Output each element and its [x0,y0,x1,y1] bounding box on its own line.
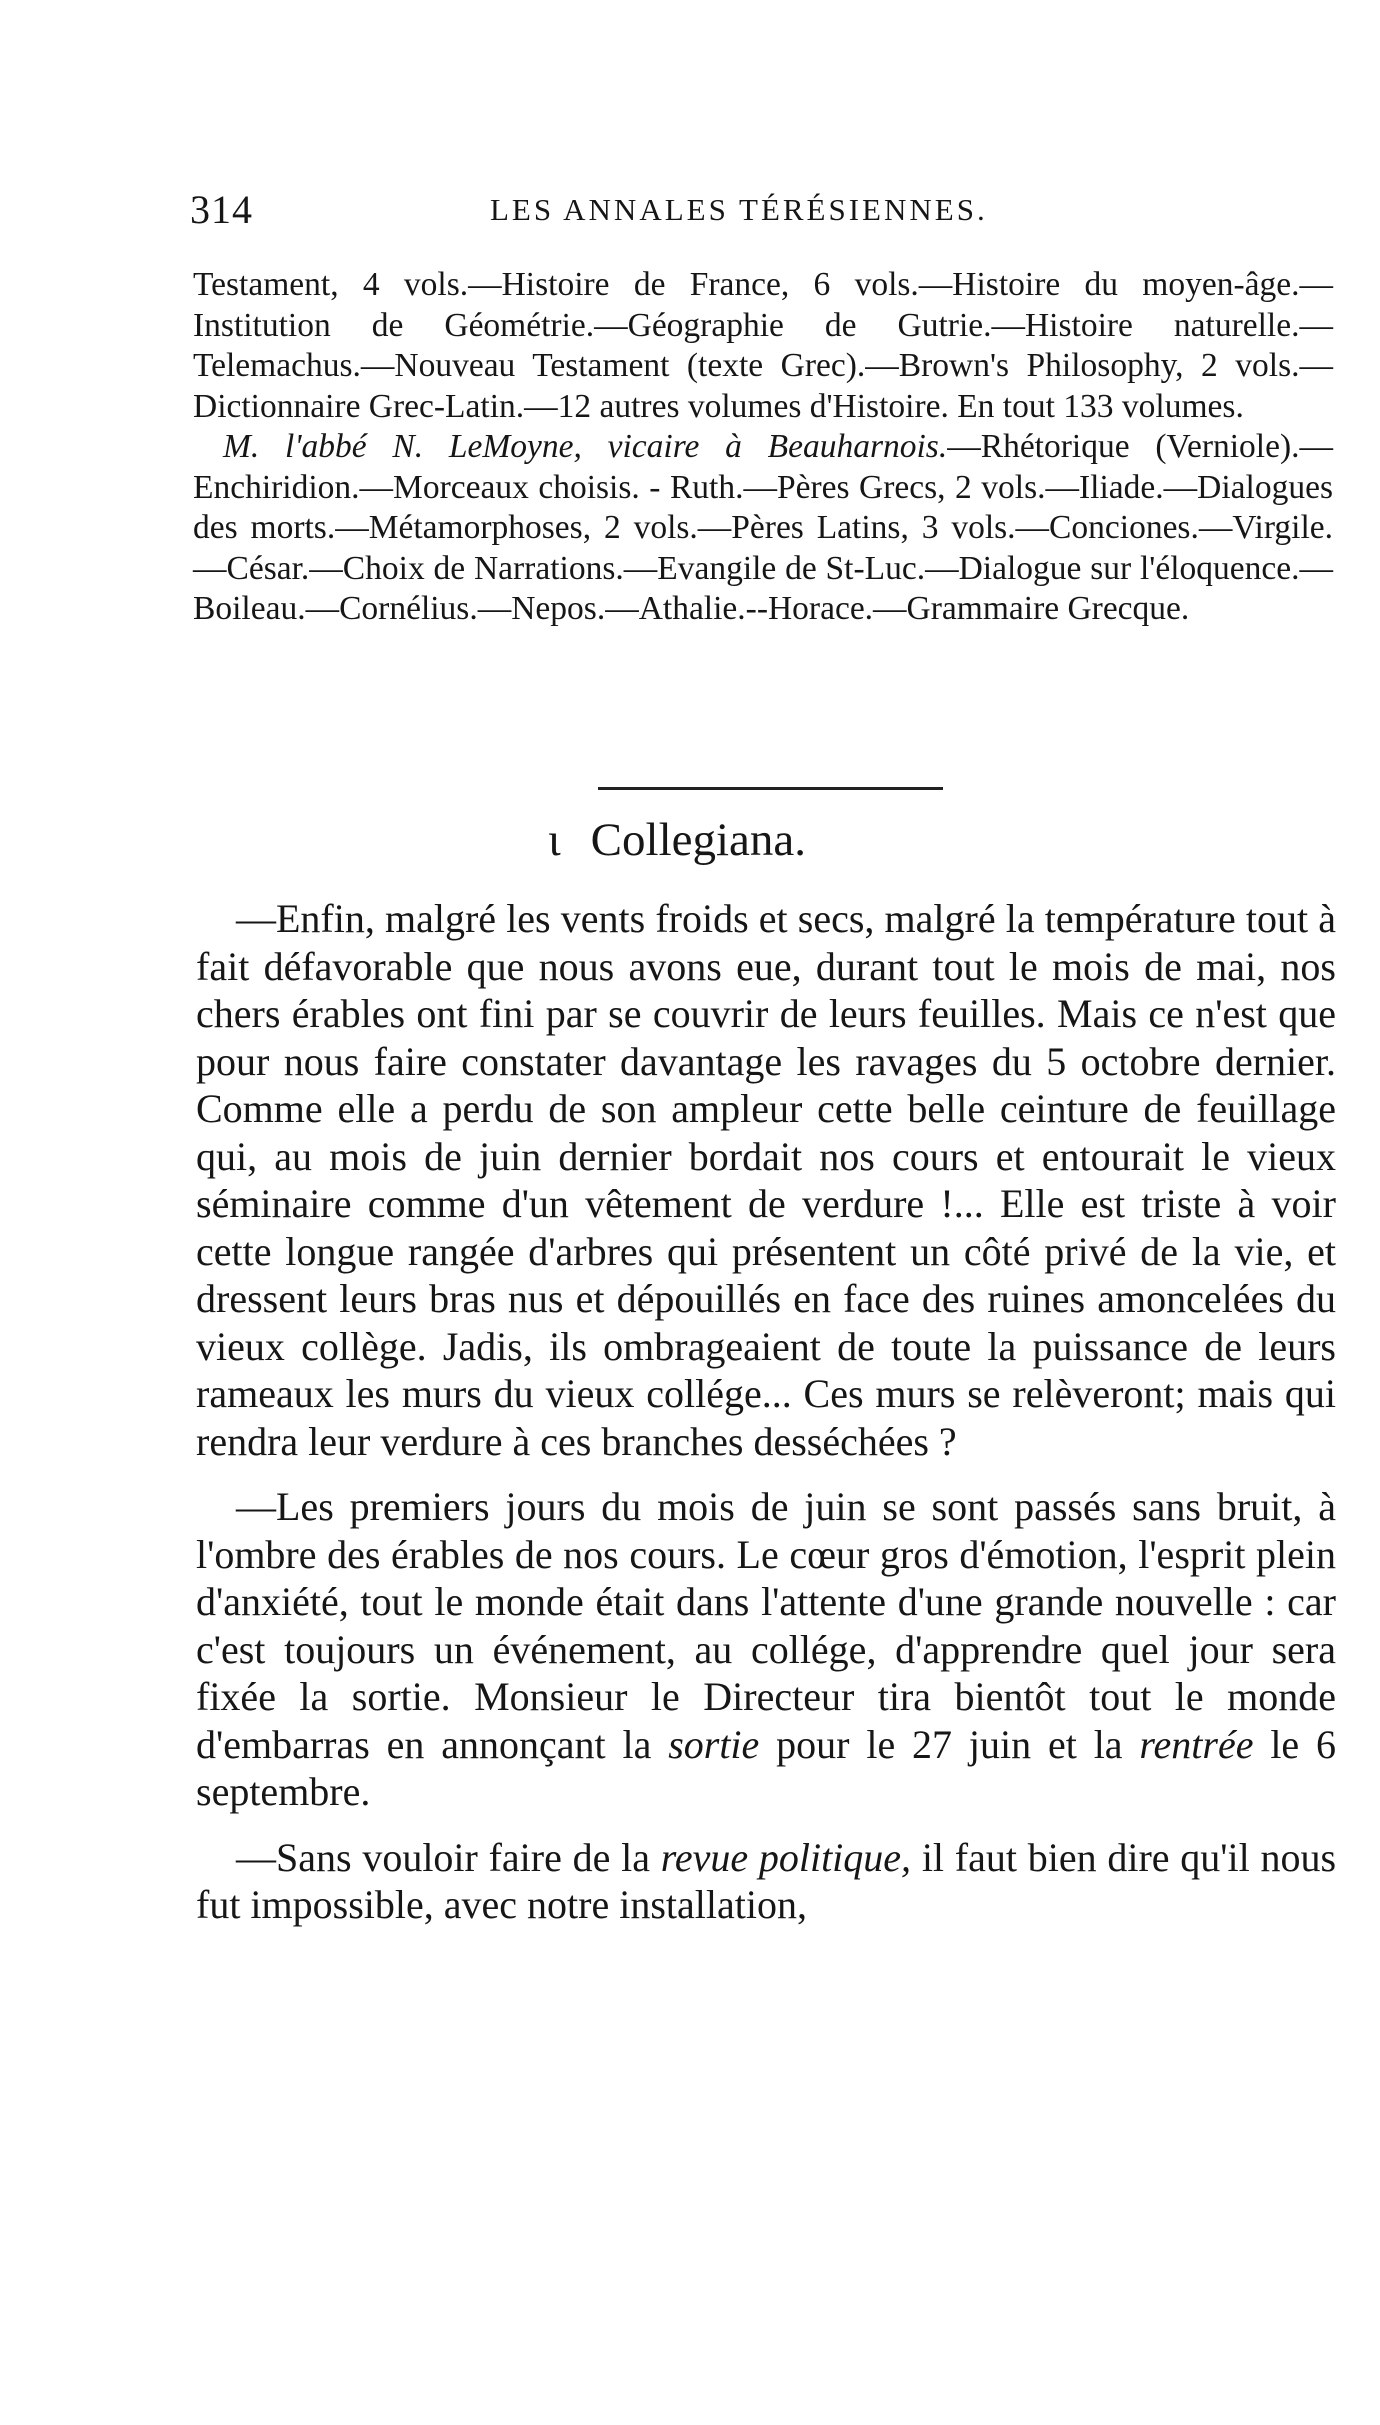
book-list-entry [193,265,1333,427]
paragraph [196,1483,1336,1816]
paragraph-text: —Sans vouloir faire de la [236,1834,650,1880]
article-body [196,895,1336,1929]
book-donation-list [193,265,1333,630]
page-number: 314 [190,187,253,232]
paragraph-text: il faut bien dire qu'il nous fut impossible, avec notre installation, [196,1834,1337,1927]
paragraph [196,895,1336,1465]
book-list-entry [193,427,1333,630]
emphasis-text: revue politique, [660,1834,912,1880]
section-heading [548,805,1048,875]
donor-name: M. l'abbé N. LeMoyne, vicaire à Beauharnois. [223,428,948,465]
running-title: LES ANNALES TÉRÉSIENNES. [490,192,988,227]
book-list-text: Testament, 4 vols.—Histoire de France, 6 vols.—Histoire du moyen-âge.—Institution de Géométrie.—Géographie de Gutrie.—Histoire naturelle.—Telemachus.—Nouveau Testament (texte Grec).—Brown's Philosophy, 2 vols.—Dictionnaire Grec-Latin.—12 autres volumes d'Histoire. En tout 133 volumes. [193,266,1333,425]
section-mark: ι [548,814,561,866]
section-title: Collegiana. [590,814,807,866]
paragraph [196,1834,1336,1929]
paragraph-text: pour le 27 juin et la [776,1721,1123,1767]
emphasis-text: sortie [668,1721,760,1767]
paragraph-text: le 6 septembre. [196,1721,1337,1814]
paragraph-text: —Enfin, malgré les vents froids et secs, malgré la température tout à fait défavorable que nous avons eue, durant tout le mois de mai, nos chers érables ont fini par se couvrir de leurs feuilles. Mais ce n'est que pour nous faire constater davantage les ravages du 5 octobre dernier. Comme elle a perdu de son ampleur cette belle ceinture de feuillage qui, au mois de juin dernier bordait nos cours et entourait le vieux séminaire comme d'un vêtement de verdure !... Elle est triste à voir cette longue rangée d'arbres qui présentent un côté privé de la vie, et dressent leurs bras nus et dépouillés en face des ruines amoncelées du vieux collège. Jadis, ils ombrageaient de toute la puissance de leurs rameaux les murs du vieux collége... Ces murs se relèveront; mais qui rendra leur verdure à ces branches desséchées ? [196,896,1336,1464]
emphasis-text: rentrée [1139,1721,1254,1767]
book-list-text: —Rhétorique (Verniole).—Enchiridion.—Morceaux choisis. - Ruth.—Pères Grecs, 2 vols.—Iliade.—Dialogues des morts.—Métamorphoses, 2 vols.—Pères Latins, 3 vols.—Conciones.—Virgile.—César.—Choix de Narrations.—Evangile de St-Luc.—Dialogue sur l'éloquence.—Boileau.—Cornélius.—Nepos.—Athalie.--Horace.—Grammaire Grecque. [193,428,1333,627]
section-divider [598,787,943,790]
running-head [190,180,1330,240]
paragraph-text: —Les premiers jours du mois de juin se sont passés sans bruit, à l'ombre des érables de nos cours. Le cœur gros d'émotion, l'esprit plein d'anxiété, tout le monde était dans l'attente d'une grande nouvelle : car c'est toujours un événement, au collége, d'apprendre quel jour sera fixée la sortie. Monsieur le Directeur tira bientôt tout le monde d'embarras en annonçant la [196,1484,1336,1767]
